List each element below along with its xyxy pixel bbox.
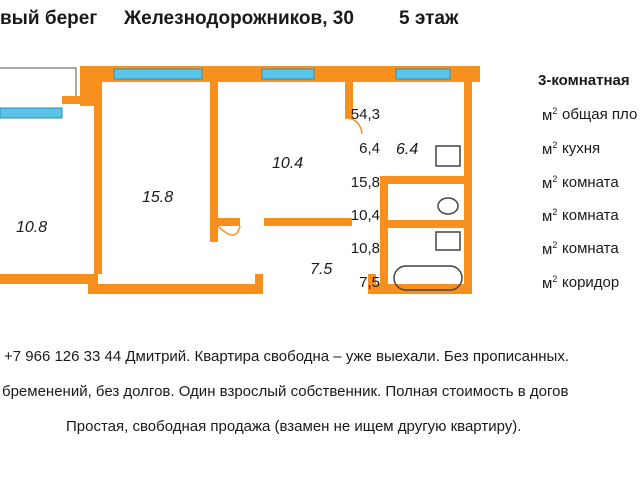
- room-label-left: 10.8: [16, 219, 48, 236]
- bath-sink-icon: [436, 232, 460, 250]
- mid-room-wall-a: [210, 218, 240, 226]
- address-text: Железнодорожников, 30: [124, 8, 354, 29]
- window-3: [396, 69, 450, 79]
- contact-line: +7 966 126 33 44 Дмитрий. Квартира свободна – уже выехали. Без прописанных.: [4, 348, 569, 365]
- listing-header: [0, 8, 640, 36]
- partition-left: [94, 82, 102, 274]
- floor-text: 5 этаж: [399, 8, 459, 29]
- left-room-outline: [0, 68, 76, 96]
- bottom-stub-mid: [255, 274, 263, 294]
- toilet-icon: [438, 198, 458, 214]
- window-1: [114, 69, 202, 79]
- bottom-wall-left: [0, 274, 98, 284]
- window-2: [262, 69, 314, 79]
- window-left: [0, 108, 62, 118]
- bath-wall-top: [380, 176, 464, 184]
- kitchen-sink-icon: [436, 146, 460, 166]
- floor-plan: [0, 56, 480, 306]
- room-label-corridor: 7.5: [310, 261, 333, 278]
- door-arc-1: [218, 226, 240, 235]
- bottom-stub-left: [88, 274, 96, 294]
- fixtures: [394, 146, 462, 290]
- bottom-wall-mid: [96, 284, 260, 294]
- bath-wall-left: [380, 176, 388, 294]
- room-label-big: 15.8: [142, 189, 174, 206]
- right-wall: [464, 82, 472, 294]
- bottom-wall-right: [376, 284, 472, 294]
- summary-title: 3-комнатная: [538, 72, 630, 89]
- room-label-mid: 10.4: [272, 155, 304, 172]
- bath-wall-mid: [388, 220, 464, 228]
- left-wall-top: [62, 96, 82, 104]
- conditions-line: бременений, без долгов. Один взрослый собственник. Полная стоимость в догов: [2, 383, 569, 400]
- district-text: вый берег: [0, 8, 98, 29]
- sale-type-line: Простая, свободная продажа (взамен не ищем другую квартиру).: [66, 418, 522, 435]
- walls: [0, 66, 480, 294]
- room-label-kitchen: 6.4: [396, 141, 419, 158]
